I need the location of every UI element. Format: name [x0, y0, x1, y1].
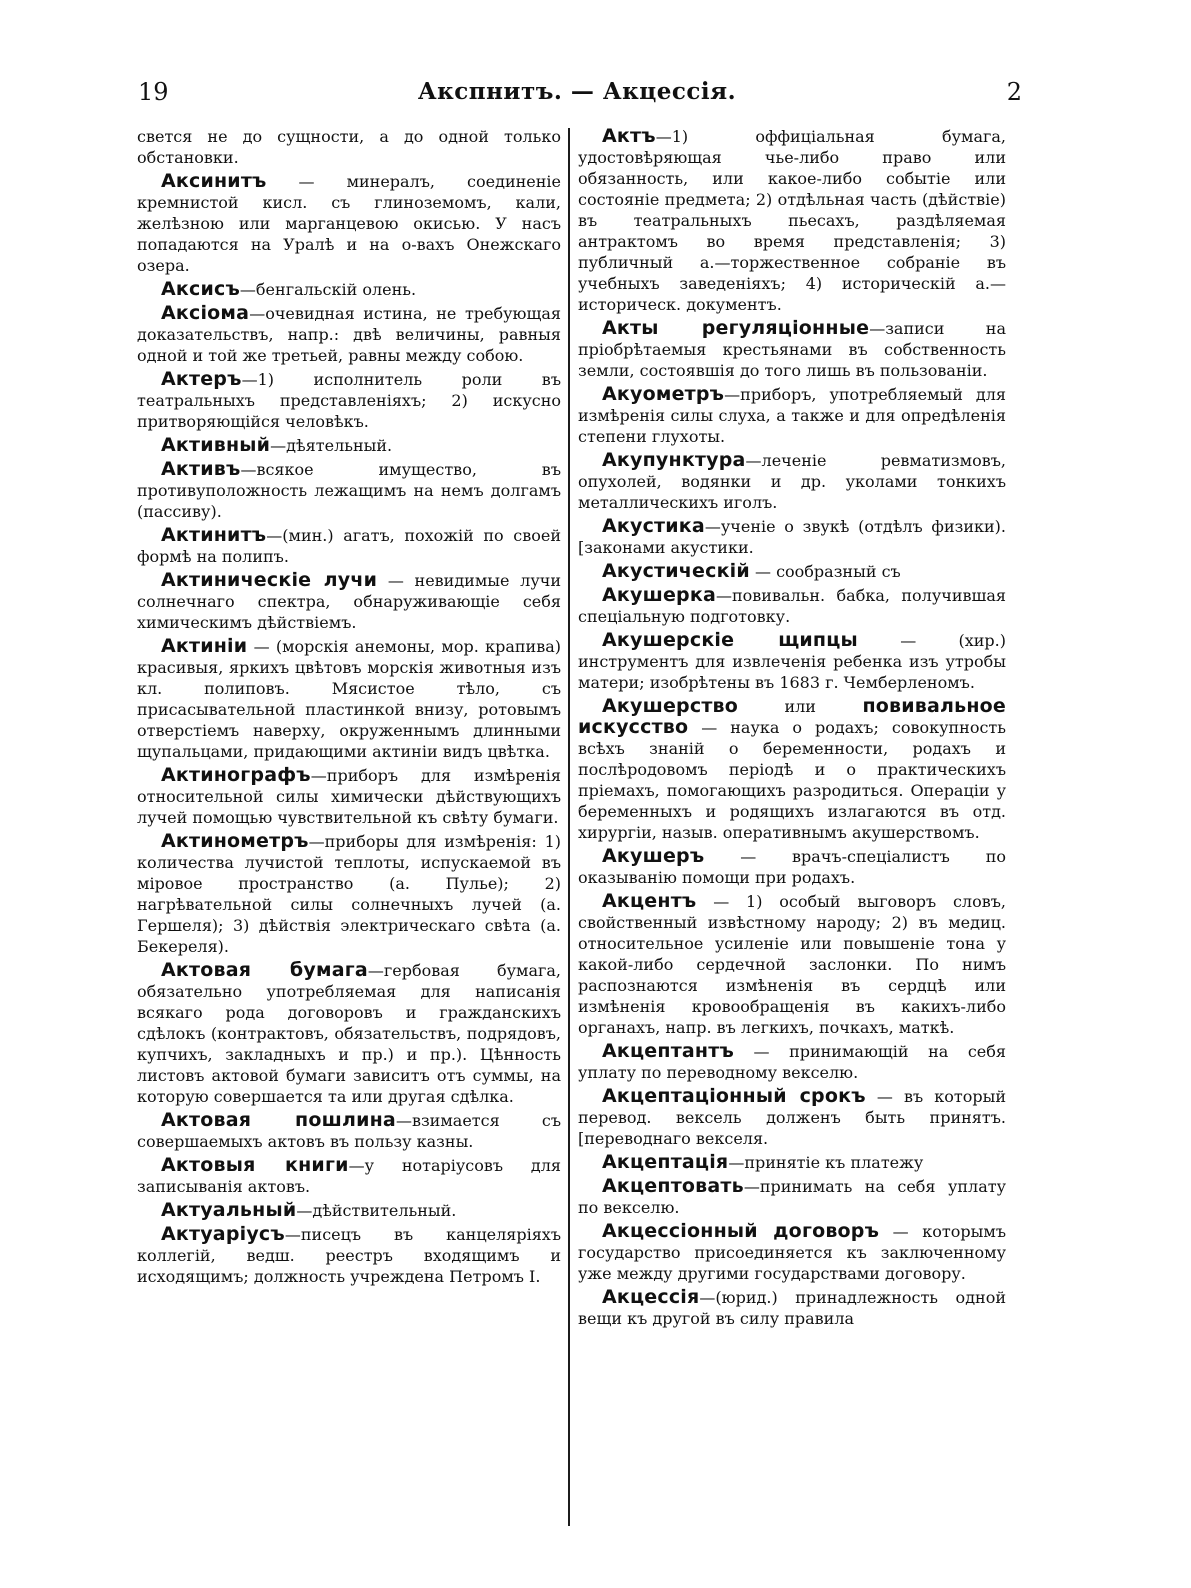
entry-definition: —дѣйствительный. [296, 1201, 457, 1220]
entry-definition: —леченіе ревматизмовъ, опухолей, водянки и др. уколами тонкихъ металлическихъ иголъ. [578, 451, 1006, 512]
entry-headword: Акушерскіе щипцы [602, 629, 858, 651]
entry-headword: Акупунктура [602, 449, 746, 471]
entry-definition: —приборы для измѣренія: 1) количества лучистой теплоты, испускаемой въ міровое пространство (а. Пулье); 2) нагрѣвательной силы солнечныхъ лучей (а. Гершеля); 3) дѣйствія электрическаго свѣта (а. Бекереля). [137, 832, 561, 956]
entry-headword: Аксисъ [161, 278, 240, 300]
entry-headword: Акцептація [602, 1151, 729, 1173]
dictionary-entry [578, 696, 1006, 843]
entry-definition: —(юрид.) принадлежность одной вещи къ другой въ силу правила [578, 1288, 1006, 1328]
dictionary-entry [578, 516, 1006, 558]
entry-definition: —приборъ, употребляемый для измѣренія силы слуха, а также и для опредѣленія степени глухоты. [578, 385, 1006, 446]
entry-headword: Акцептаціонный срокъ [602, 1085, 866, 1107]
entry-definition: — сообразный съ [749, 562, 901, 581]
entry-definition: — (морскія анемоны, мор. крапива) красивыя, яркихъ цвѣтовъ морскія животныя изъ кл. полиповъ. Мясистое тѣло, съ присасывательной пластинкой внизу, ротовымъ отверстіемъ наверху, окруженнымъ длинными щупальцами, придающими актиніи видъ цвѣтка. [137, 637, 561, 761]
entry-headword: Активный [161, 434, 271, 456]
entry-definition: — принимающій на себя уплату по переводному векселю. [578, 1042, 1006, 1082]
dictionary-entry [137, 1155, 561, 1197]
entry-headword: Актинитъ [161, 524, 267, 546]
entry-headword: Аксіома [161, 302, 250, 324]
dictionary-entry [137, 171, 561, 276]
entry-definition: —записи на пріобрѣтаемыя крестьянами въ собственность земли, состоявшія до того лишь въ пользованіи. [578, 319, 1006, 380]
dictionary-entry [137, 570, 561, 633]
dictionary-entry [137, 459, 561, 522]
entry-headword: Актинометръ [161, 830, 309, 852]
entry-definition: —приборъ для измѣренія относительной силы химически дѣйствующихъ лучей помощью чувствительной къ свѣту бумаги. [137, 766, 561, 827]
dictionary-entry [137, 1110, 561, 1152]
page-number-right: 2 [1006, 78, 1022, 106]
entry-definition: — (хир.) инструментъ для извлеченія ребенка изъ утробы матери; изобрѣтены въ 1683 г. Чемберленомъ. [578, 631, 1006, 692]
page-number-left: 19 [138, 78, 169, 106]
entry-headword: Актъ [602, 126, 656, 147]
running-title: Акспнитъ. — Акцессія. [417, 78, 737, 105]
column-divider [568, 128, 570, 1526]
dictionary-entry [578, 846, 1006, 888]
dictionary-entry [578, 1041, 1006, 1083]
entry-definition: — наука о родахъ; совокупность всѣхъ знаній о беременности, родахъ и послѣродовомъ періодѣ и о практическихъ пріемахъ, помогающихъ разродиться. Операціи у беременныхъ и родящихъ излагаются въ отд. хирургіи, назыв. оперативнымъ акушерствомъ. [578, 718, 1006, 842]
entry-definition: —повивальн. бабка, получившая спеціальную подготовку. [578, 586, 1006, 626]
dictionary-entry [578, 1152, 1006, 1173]
entry-definition: —всякое имущество, въ противуположность лежащимъ на немъ долгамъ (пассиву). [137, 460, 561, 521]
entry-definition: —(мин.) агатъ, похожій по своей формѣ на полипъ. [137, 526, 561, 566]
dictionary-entry [137, 765, 561, 828]
entry-headword: Актуальный [161, 1199, 297, 1221]
dictionary-entry [137, 435, 561, 456]
entry-headword: повивальное искусство [578, 695, 1006, 738]
entry-definition: —гербовая бумага, обязательно употребляемая для написанія всякаго рода договоровъ и гражданскихъ сдѣлокъ (контрактовъ, обязательствъ, подрядовъ, купчихъ, закладныхъ и пр.) и пр.). Цѣнность листовъ актовой бумаги зависитъ отъ суммы, на которую совершается та или другая сдѣлка. [137, 961, 561, 1106]
entry-headword: Акцессіонный договоръ [602, 1220, 880, 1242]
right-column [578, 126, 1006, 1531]
entry-headword: Актиніи [161, 635, 248, 657]
dictionary-entry [137, 960, 561, 1107]
dictionary-entry [578, 1086, 1006, 1149]
entry-headword: Аксинитъ [161, 170, 267, 192]
entry-headword: Акты регуляціонные [602, 317, 870, 339]
entry-connector: или [738, 697, 863, 716]
dictionary-entry [578, 561, 1006, 582]
entry-definition: — минералъ, соединеніе кремнистой кисл. съ глиноземомъ, кали, желѣзною или марганцевою окисью. У насъ попадаются на Уралѣ и на о-вахъ Онежскаго озера. [137, 172, 561, 275]
entry-definition: — врачъ-спеціалистъ по оказыванію помощи при родахъ. [578, 847, 1006, 887]
entry-headword: Актовая бумага [161, 959, 368, 981]
entry-headword: Актовыя книги [161, 1154, 349, 1176]
dictionary-entry [578, 1221, 1006, 1284]
left-column [137, 126, 561, 1531]
dictionary-entry [578, 384, 1006, 447]
dictionary-entry [578, 1176, 1006, 1218]
dictionary-entry [137, 303, 561, 366]
entry-definition: свется не до сущности, а до одной только обстановки. [137, 127, 561, 167]
dictionary-entry [137, 1200, 561, 1221]
entry-definition: —у нотаріусовъ для записыванія актовъ. [137, 1156, 561, 1196]
entry-headword: Акуометръ [602, 383, 725, 405]
entry-headword: Акцессія [602, 1286, 700, 1308]
entry-definition: —1) оффиціальная бумага, удостовѣряющая чье-либо право или обязанность, или какое-либо событіе или состояніе предмета; 2) отдѣльная часть (дѣйствіе) въ театральныхъ пьесахъ, раздѣляемая антрактомъ во время представленія; 3) публичный а.—торжественное собраніе въ учебныхъ заведеніяхъ; 4) историческій а.—историческ. документъ. [578, 127, 1006, 314]
dictionary-entry [137, 831, 561, 957]
dictionary-entry [578, 126, 1006, 315]
dictionary-entry [578, 318, 1006, 381]
dictionary-entry [578, 630, 1006, 693]
dictionary-entry [137, 126, 561, 168]
entry-definition: —бенгальскій олень. [239, 280, 417, 299]
entry-headword: Актинографъ [161, 764, 311, 786]
dictionary-entry [137, 279, 561, 300]
entry-headword: Акустика [602, 515, 705, 537]
entry-headword: Акушеръ [602, 845, 705, 867]
dictionary-entry [578, 1287, 1006, 1329]
entry-definition: —дѣятельный. [270, 436, 393, 455]
page-header [128, 70, 1026, 110]
dictionary-entry [137, 525, 561, 567]
entry-headword: Акушерка [602, 584, 716, 606]
entry-headword: Акцептантъ [602, 1040, 734, 1062]
entry-definition: —принятіе къ платежу [728, 1153, 924, 1172]
entry-definition: —писецъ въ канцеляріяхъ коллегій, ведш. реестръ входящимъ и исходящимъ; должность учреждена Петромъ I. [137, 1225, 561, 1286]
entry-definition: — которымъ государство присоединяется къ заключенному уже между другими государствами договору. [578, 1222, 1006, 1283]
entry-definition: —очевидная истина, не требующая доказательствъ, напр.: двѣ величины, равныя одной и той же третьей, равны между собою. [137, 304, 561, 365]
dictionary-entry [137, 636, 561, 762]
entry-headword: Актиническіе лучи [161, 569, 378, 591]
dictionary-entry [137, 1224, 561, 1287]
entry-headword: Актовая пошлина [161, 1109, 396, 1131]
dictionary-entry [137, 369, 561, 432]
entry-definition: — 1) особый выговоръ словъ, свойственный извѣстному народу; 2) въ медиц. относительное усиленіе или повышеніе тона у какой-либо сердечной заслонки. По нимъ распознаются измѣненія въ сердцѣ или измѣненія кровообращенія въ какихъ-либо органахъ, напр. въ легкихъ, почкахъ, маткѣ. [578, 892, 1006, 1037]
entry-definition: —ученіе о звукѣ (отдѣлъ физики). [законами акустики. [578, 517, 1006, 557]
dictionary-entry [578, 450, 1006, 513]
entry-headword: Акцентъ [602, 890, 697, 912]
entry-definition: — невидимые лучи солнечнаго спектра, обнаруживающіе себя химическимъ дѣйствіемъ. [137, 571, 561, 632]
dictionary-entry [578, 891, 1006, 1038]
dictionary-entry [578, 585, 1006, 627]
entry-headword: Актуаріусъ [161, 1223, 285, 1245]
entry-headword: Акцептовать [602, 1175, 744, 1197]
entry-definition: —принимать на себя уплату по векселю. [578, 1177, 1006, 1217]
entry-headword: Акушерство [602, 695, 739, 717]
entry-headword: Активъ [161, 458, 241, 480]
entry-headword: Актеръ [161, 368, 242, 390]
entry-headword: Акустическій [602, 560, 750, 582]
entry-definition: —1) исполнитель роли въ театральныхъ представленіяхъ; 2) искусно притворяющійся человѣкъ. [137, 370, 561, 431]
entry-definition: — въ который перевод. вексель долженъ быть принятъ. [переводнаго векселя. [578, 1087, 1006, 1148]
entry-definition: —взимается съ совершаемыхъ актовъ въ пользу казны. [137, 1111, 561, 1151]
